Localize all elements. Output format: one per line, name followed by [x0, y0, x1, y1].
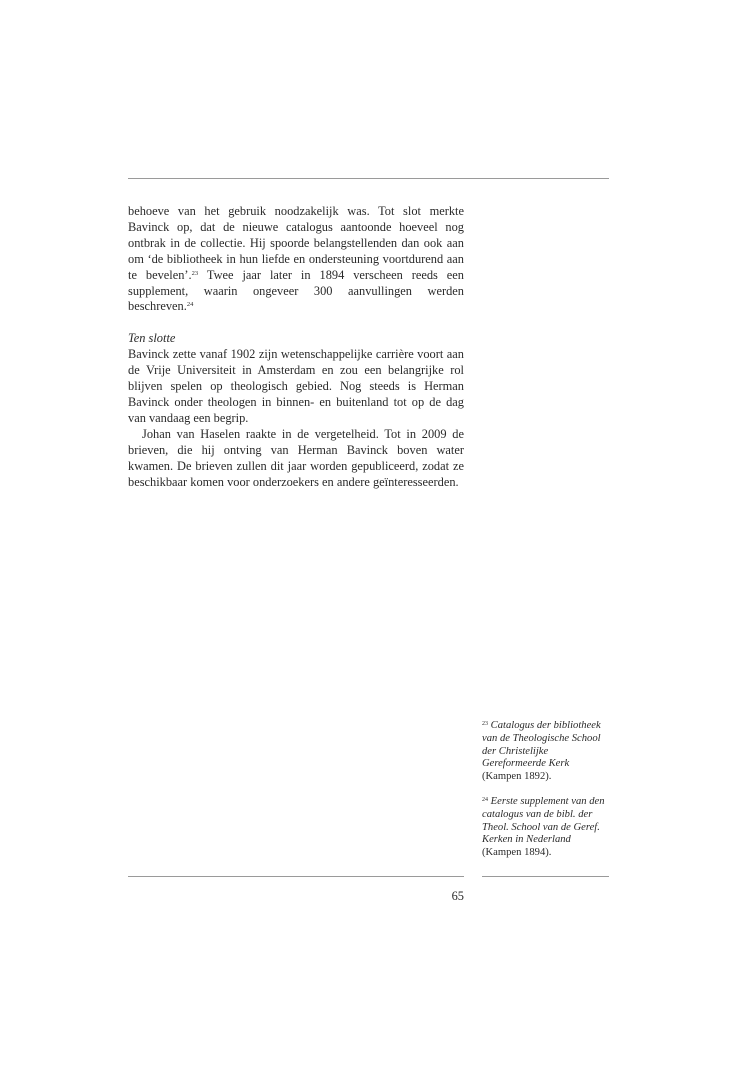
paragraph-1-text: behoeve van het gebruik noodzakelijk was. Tot slot merkte Bavinck op, dat de nieuwe catalogus aantoonde hoeveel nog ontbrak in de collectie. Hij spoorde belangstellenden dan ook aan om ‘de bibliotheek in hun liefde en ondersteuning voortdurend aan te bevelen’.	[128, 204, 464, 282]
footnote-23	[482, 720, 609, 784]
bottom-rule-main	[128, 876, 464, 877]
section-heading: Ten slotte	[128, 331, 176, 346]
section-gap	[128, 315, 464, 331]
footnote-24	[482, 796, 609, 860]
footnote-number: 23	[482, 721, 488, 727]
footnote-title: Catalogus der bibliotheek van de Theologische School der Christelijke Gereformeerde Kerk	[482, 720, 601, 770]
paragraph-1-tail: Twee jaar later in 1894 verscheen reeds een supplement, waarin ongeveer 300 aanvullingen werden beschreven.	[128, 267, 464, 314]
paragraph-1	[128, 204, 464, 315]
footnote-tail: (Kampen 1894).	[482, 847, 552, 859]
footnote-title: Eerste supplement van den catalogus van de bibl. der Theol. School van de Geref. Kerken in Nederland	[482, 795, 605, 846]
page-number: 65	[451, 889, 464, 903]
footnote-tail: (Kampen 1892).	[482, 771, 552, 783]
paragraph-2: Bavinck zette vanaf 1902 zijn wetenschappelijke carrière voort aan de Vrije Universiteit in Amsterdam en zou een belangrijke rol blijven spelen op theologisch gebied. Nog steeds is Herman Bavinck onder theologen in binnen- en buitenland tot op de dag van vandaag een begrip.	[128, 347, 464, 425]
main-text-column	[128, 204, 464, 490]
bottom-rule-notes	[482, 876, 609, 877]
footnote-number: 24	[482, 796, 488, 803]
footnotes-column	[482, 720, 609, 872]
top-rule	[128, 178, 609, 179]
paragraph-3: Johan van Haselen raakte in de vergetelheid. Tot in 2009 de brieven, die hij ontving van Herman Bavinck boven water kwamen. De brieven zullen dit jaar worden gepubliceerd, zodat ze beschikbaar komen voor onderzoekers en andere geïnteresseerden.	[128, 426, 464, 489]
footnote-ref-23: 23	[191, 269, 199, 277]
footnote-ref-24: 24	[186, 301, 194, 309]
